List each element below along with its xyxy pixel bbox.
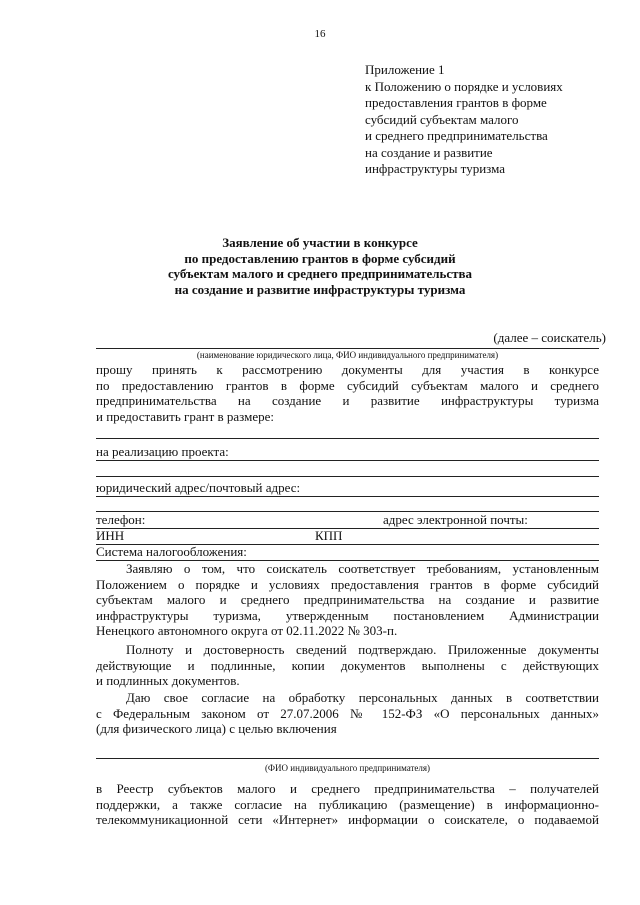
address-line[interactable] bbox=[96, 496, 599, 497]
declaration-line: субъектам малого и среднего предпринимательства на создание и развитие bbox=[96, 592, 599, 607]
inn-label: ИНН bbox=[96, 528, 125, 543]
tax-system-label: Система налогообложения: bbox=[96, 544, 247, 559]
request-line: прошу принять к рассмотрению документы для участия в конкурсе bbox=[96, 362, 599, 377]
request-line: по предоставлению грантов в форме субсидий субъектам малого и среднего bbox=[96, 377, 599, 393]
phone-line[interactable] bbox=[96, 528, 599, 529]
appendix-line: к Положению о порядке и условиях bbox=[365, 78, 563, 94]
project-line[interactable] bbox=[96, 460, 599, 461]
declaration-line: Заявляю о том, что соискатель соответствует требованиям, установленным bbox=[126, 561, 599, 576]
applicant-suffix: (далее – соискатель) bbox=[493, 330, 606, 345]
declaration-line: Ненецкого автономного округа от 02.11.2022 № 303-п. bbox=[96, 623, 398, 638]
title-line: Заявление об участии в конкурсе bbox=[222, 235, 418, 250]
request-line: и предоставить грант в размере: bbox=[96, 408, 275, 424]
page-number: 16 bbox=[314, 28, 326, 40]
confirmation-line: Полноту и достоверность сведений подтверждаю. Приложенные документы bbox=[126, 642, 599, 657]
consent-paragraph bbox=[96, 690, 599, 737]
address-label: юридический адрес/почтовый адрес: bbox=[96, 480, 301, 495]
request-line: предпринимательства на создание и развитие инфраструктуры туризма bbox=[96, 393, 599, 408]
appendix-line: инфраструктуры туризма bbox=[365, 161, 506, 176]
project-label: на реализацию проекта: bbox=[96, 444, 229, 459]
appendix-header bbox=[365, 62, 563, 178]
appendix-line: и среднего предпринимательства bbox=[365, 128, 548, 143]
declaration-line: инфраструктуры туризма, утвержденным постановлением Администрации bbox=[96, 607, 599, 623]
request-paragraph bbox=[96, 362, 599, 424]
registry-line: поддержки, а также согласие на публикацию (размещение) в информационно- bbox=[96, 796, 599, 812]
fio-caption: (ФИО индивидуального предпринимателя) bbox=[264, 763, 431, 773]
appendix-line: Приложение 1 bbox=[365, 62, 445, 77]
blank-line[interactable] bbox=[96, 476, 599, 477]
title-line: субъектам малого и среднего предпринимательства bbox=[167, 266, 473, 281]
consent-line: с Федеральным законом от 27.07.2006 № 152-ФЗ «О персональных данных» bbox=[96, 705, 599, 721]
consent-line: (для физического лица) с целью включения bbox=[96, 721, 337, 736]
title-line: по предоставлению грантов в форме субсидий bbox=[184, 250, 456, 266]
applicant-caption: (наименование юридического лица, ФИО индивидуального предпринимателя) bbox=[196, 350, 499, 360]
registry-line: в Реестр субъектов малого и среднего предпринимательства – получателей bbox=[96, 781, 599, 796]
confirmation-line: действующие и подлинные, копии документов выполнены с действующих bbox=[96, 657, 599, 673]
registry-line: телекоммуникационной сети «Интернет» информации о соискателе, о подаваемой bbox=[96, 812, 599, 827]
confirmation-paragraph bbox=[96, 642, 599, 689]
phone-label: телефон: bbox=[96, 512, 146, 527]
grant-amount-line[interactable] bbox=[96, 438, 599, 439]
applicant-name-line[interactable] bbox=[96, 348, 599, 349]
declaration-paragraph bbox=[96, 561, 599, 639]
registry-paragraph bbox=[96, 781, 599, 828]
declaration-line: Положением о порядке и условиях предоставления грантов в форме субсидий bbox=[96, 576, 599, 592]
consent-line: Даю свое согласие на обработку персональных данных в соответствии bbox=[126, 690, 599, 705]
appendix-line: на создание и развитие bbox=[365, 144, 493, 160]
title-line: на создание и развитие инфраструктуры туризма bbox=[174, 281, 466, 297]
email-label: адрес электронной почты: bbox=[383, 512, 528, 527]
kpp-label: КПП bbox=[315, 528, 343, 543]
fio-line[interactable] bbox=[96, 758, 599, 759]
appendix-line: предоставления грантов в форме bbox=[365, 95, 547, 110]
document-title bbox=[0, 235, 640, 297]
confirmation-line: и подлинных документов. bbox=[96, 673, 240, 688]
appendix-line: субсидий субъектам малого bbox=[365, 111, 519, 127]
